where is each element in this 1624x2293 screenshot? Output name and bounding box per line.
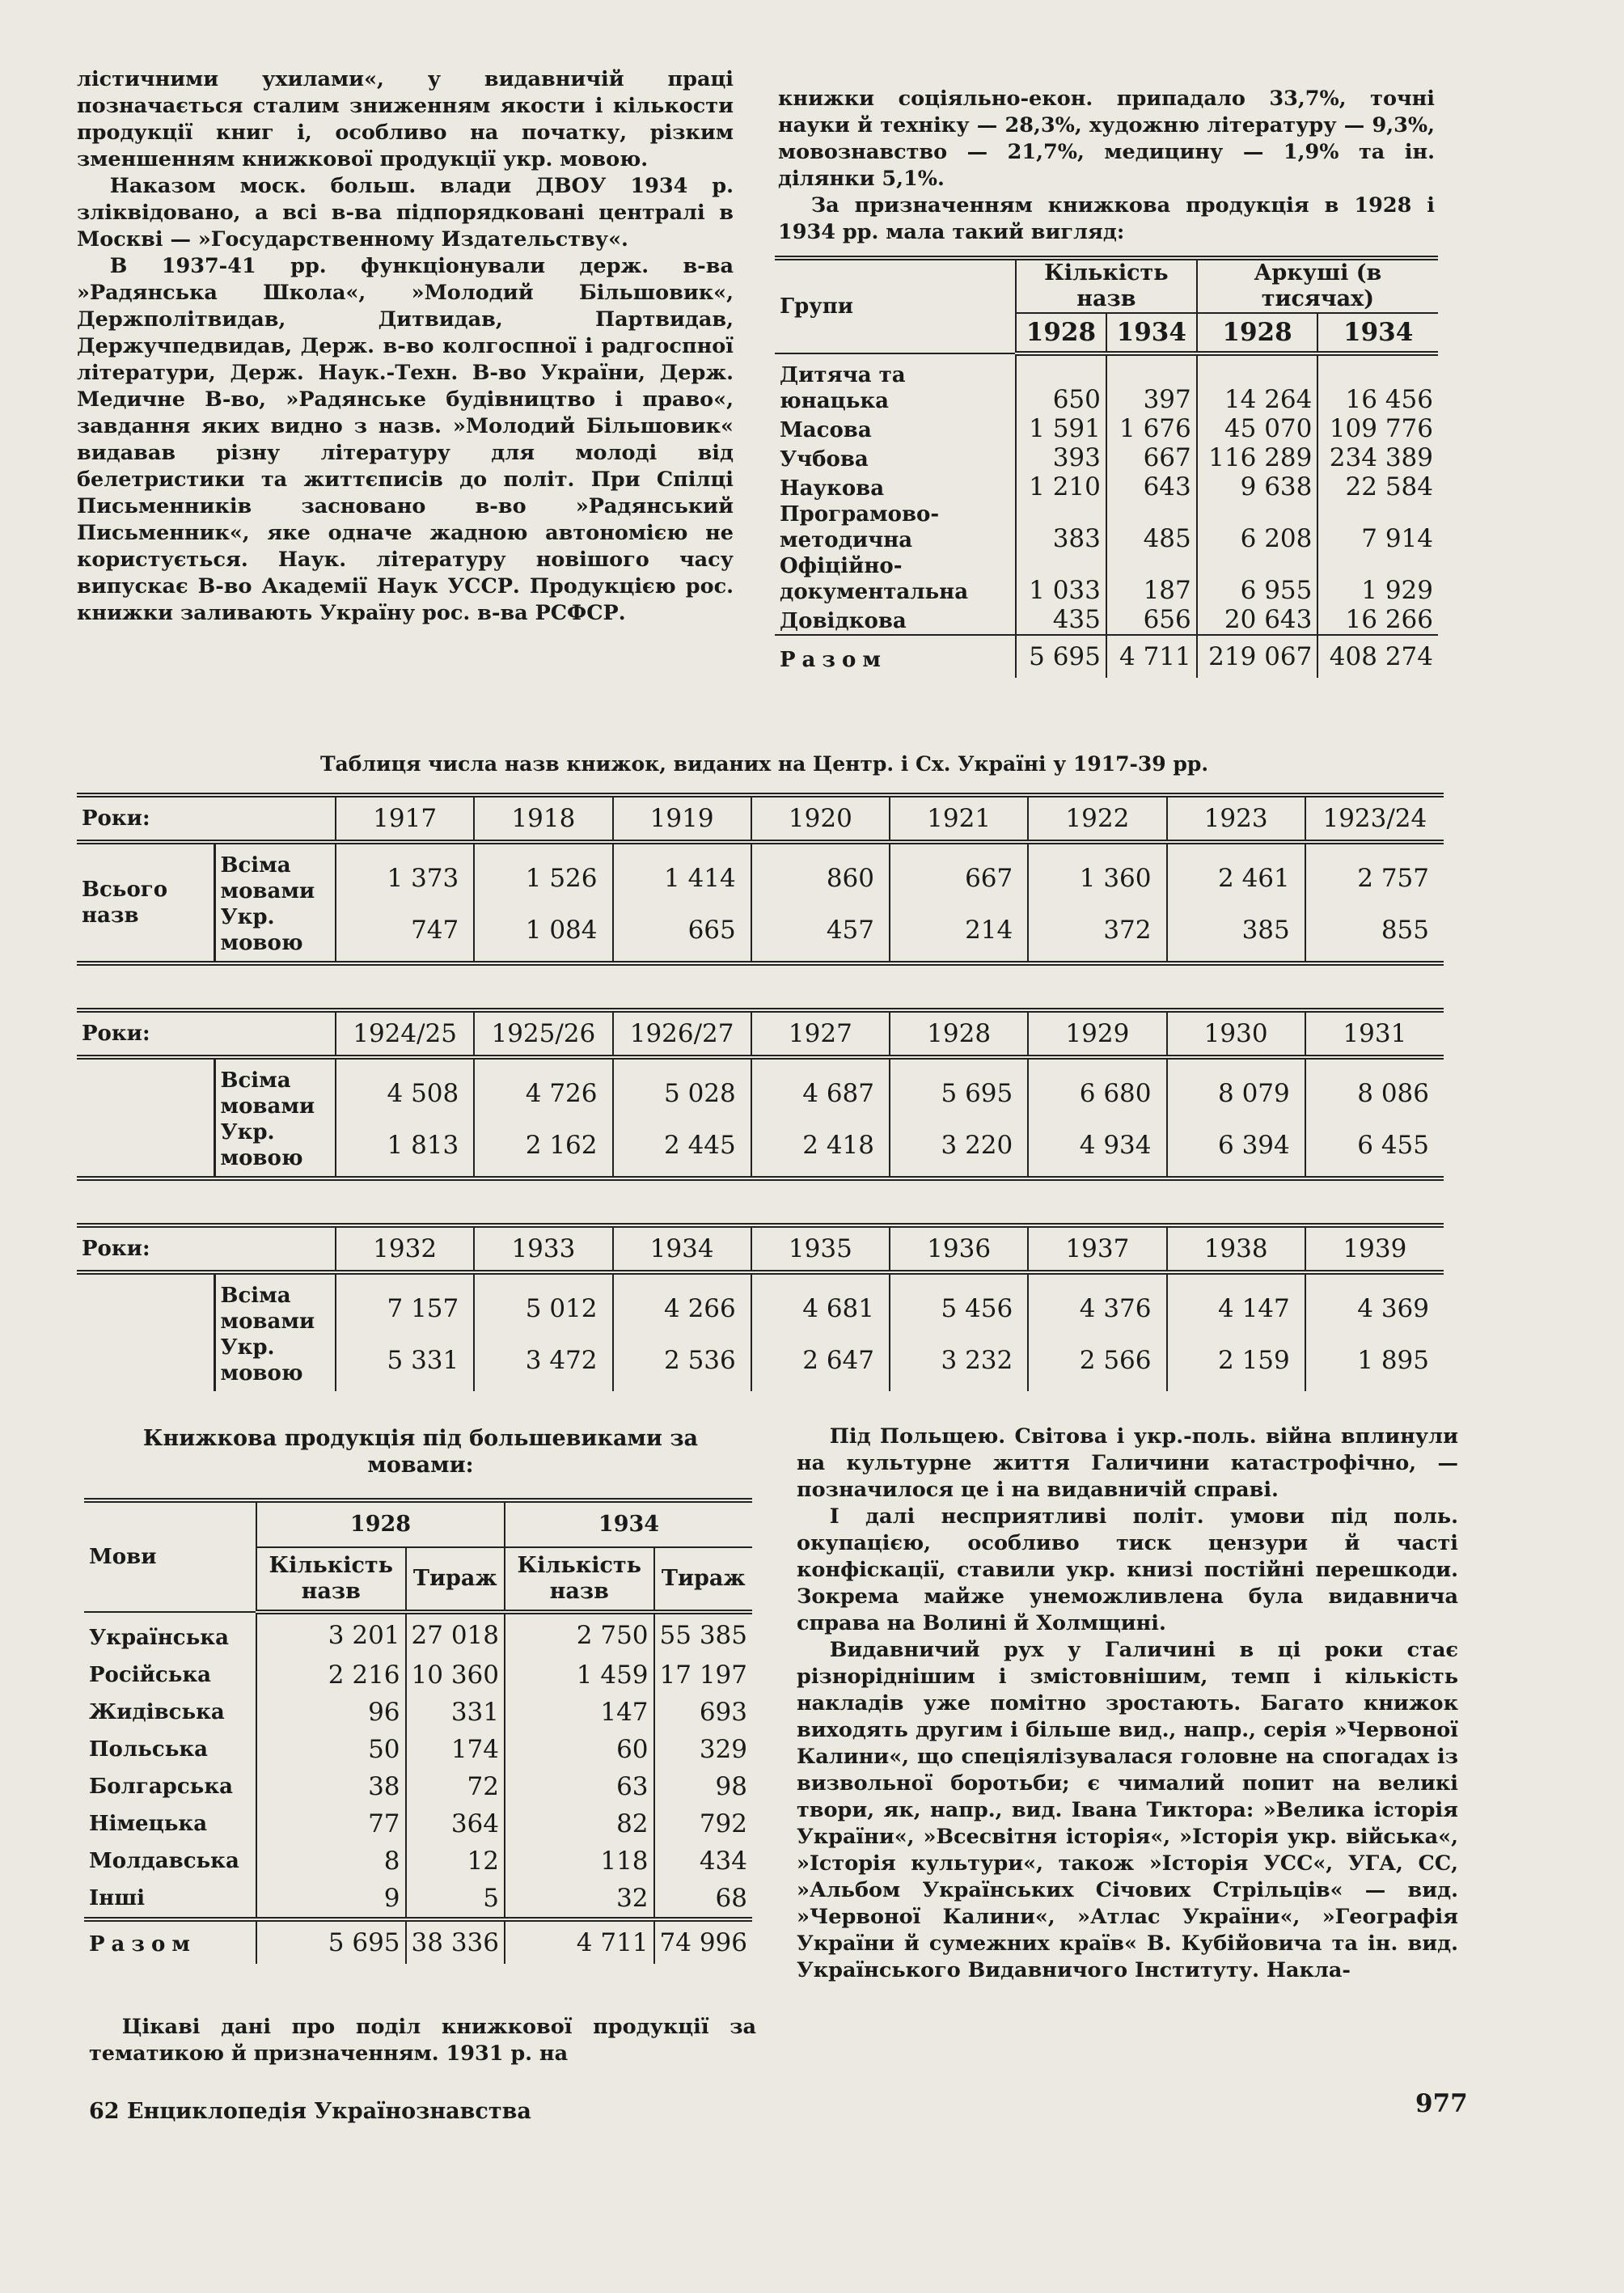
cell: 147 — [505, 1694, 654, 1731]
table-row — [775, 501, 1438, 553]
cell: 72 — [406, 1768, 505, 1805]
cell: 2 566 — [1028, 1335, 1166, 1391]
cell: 643 — [1106, 472, 1197, 501]
cell: 4 369 — [1305, 1272, 1444, 1335]
cell: 364 — [406, 1805, 505, 1842]
paragraph: І далі несприятливі політ. умови під поль. окупацією, особливо тиск цензури й часті конфіскації, ставили укр. книзі постійні перешкоди. Зокрема майже унеможливлена була видавнича справа на Волині й Холмщині. — [797, 1504, 1458, 1635]
row-label: Жидівська — [89, 1700, 225, 1724]
year-header: 1939 — [1305, 1225, 1444, 1272]
row-label: Масова — [780, 418, 872, 442]
ukrainian-label: Укр. мовою — [214, 1335, 336, 1391]
cell: 3 232 — [890, 1335, 1028, 1391]
cell: 22 584 — [1317, 472, 1438, 501]
col-circulation-header: Тираж — [406, 1547, 505, 1612]
cell: 1 895 — [1305, 1335, 1444, 1391]
cell: 9 — [256, 1880, 406, 1919]
col-count-header: Кількість назв — [505, 1547, 654, 1612]
table-row — [84, 1880, 752, 1919]
cell: 485 — [1106, 501, 1197, 553]
table-row — [84, 1768, 752, 1805]
cell: 16 266 — [1317, 605, 1438, 635]
cell: 667 — [890, 842, 1028, 904]
col-circulation-header: Тираж — [654, 1547, 752, 1612]
cell: 792 — [654, 1805, 752, 1842]
years-label: Роки: — [82, 806, 150, 831]
bottom-right-text — [797, 1424, 1458, 1984]
paragraph: Видавничий рух у Галичині в ці роки стає різноріднішим і змістовнішим, темп і кількість накладів уже помітно зростають. Багато книжок виходять другим і більше вид., напр., серія »Червоної Калини«, що спеціялізувалася головне на спогадах із визвольної боротьби; є чималий попит на великі твори, як, напр., вид. Івана Тиктора: »Велика історія України«, »Всесвітня історія«, »Історія укр. війська«, »Історія культури«, також »Історія УСС«, УГА, СС, »Альбом Українських Січових Стрільців« — вид. »Червоної Калини«, »Атлас України«, »Географія України й сумежних країв« В. Кубійовича та ін. вид. Українського Видавничого Інституту. Накла- — [797, 1638, 1458, 1982]
cell: 1 813 — [336, 1119, 474, 1178]
cell: 2 757 — [1305, 842, 1444, 904]
cell: 45 070 — [1197, 414, 1318, 443]
col-group-header: Групи — [775, 258, 1016, 353]
cell: 4 687 — [751, 1057, 890, 1119]
row-label: Програмово-методична — [780, 502, 940, 552]
row-label: Молдавська — [89, 1849, 239, 1873]
cell: 1 459 — [505, 1656, 654, 1694]
cell: 174 — [406, 1731, 505, 1768]
col-count-header: Кількість назв — [256, 1547, 406, 1612]
cell: 855 — [1305, 904, 1444, 963]
cell: 234 389 — [1317, 443, 1438, 472]
total-label: Разом — [89, 1932, 197, 1957]
paragraph: Наказом моск. больш. влади ДВОУ 1934 р. зліквідовано, а всі в-ва підпорядковані централі в Москві — »Государственному Издательству«. — [77, 174, 734, 252]
cell: 408 274 — [1317, 635, 1438, 678]
year-header: 1926/27 — [613, 1010, 751, 1057]
table-row — [775, 472, 1438, 501]
table-row — [84, 1656, 752, 1694]
paragraph: В 1937-41 рр. функціонували держ. в-ва »Радянська Школа«, »Молодий Більшовик«, Держполітвидав, Дитвидав, Партвидав, Держучпедвидав, Держ. в-во колгоспної і радгоспної літератури, Держ. Наук.-Техн. В-во України, Держ. Медичне В-во, »Радянське будівництво і право«, завдання яких видно з назв. »Молодий Більшовик« видавав різну літературу для молоді від белетристики та життєписів до політ. При Спілці Письменників засновано в-во »Радянський Письменник«, яке одначе жадною автономією не користується. Наук. літературу новішого часу випускає В-во Академії Наук УССР. Продукцією рос. книжки заливають Україну рос. в-ва РСФСР. — [77, 254, 734, 625]
cell: 2 647 — [751, 1335, 890, 1391]
cell: 457 — [751, 904, 890, 963]
cell: 693 — [654, 1694, 752, 1731]
table-row — [775, 553, 1438, 605]
cell: 68 — [654, 1880, 752, 1919]
cell: 329 — [654, 1731, 752, 1768]
cell: 5 695 — [256, 1919, 406, 1964]
empty-cell — [77, 1272, 214, 1391]
cell: 1 210 — [1016, 472, 1106, 501]
row-label: Українська — [89, 1626, 229, 1650]
cell: 4 711 — [505, 1919, 654, 1964]
cell: 1 591 — [1016, 414, 1106, 443]
table-row — [775, 605, 1438, 635]
year-header: 1938 — [1167, 1225, 1305, 1272]
cell: 665 — [613, 904, 751, 963]
col-sheets-header: Аркуші (в тисячах) — [1197, 258, 1438, 313]
cell: 55 385 — [654, 1612, 752, 1656]
year-header: 1919 — [613, 795, 751, 842]
groups-table — [775, 256, 1438, 678]
cell: 1 373 — [336, 842, 474, 904]
year-header: 1936 — [890, 1225, 1028, 1272]
year-header: 1922 — [1028, 795, 1166, 842]
cell: 435 — [1016, 605, 1106, 635]
col-lang-header: Мови — [84, 1500, 256, 1612]
ukrainian-label: Укр. мовою — [214, 904, 336, 963]
year-header: 1929 — [1028, 1010, 1166, 1057]
cell: 656 — [1106, 605, 1197, 635]
cell: 74 996 — [654, 1919, 752, 1964]
year-header: 1928 — [256, 1500, 505, 1547]
cell: 109 776 — [1317, 414, 1438, 443]
cell: 393 — [1016, 443, 1106, 472]
year-header: 1918 — [474, 795, 612, 842]
year-header: 1924/25 — [336, 1010, 474, 1057]
cell: 116 289 — [1197, 443, 1318, 472]
cell: 6 680 — [1028, 1057, 1166, 1119]
paragraph: За призначенням книжкова продукція в 1928 і 1934 рр. мала такий вигляд: — [778, 193, 1435, 244]
total-names-label: Всього назв — [82, 878, 168, 928]
paragraph: книжки соціяльно-екон. припадало 33,7%, точні науки й техніку — 28,3%, художню літературу — 9,3%, мовознавство — 21,7%, медицину — 1,9% та ін. ділянки 5,1%. — [778, 87, 1435, 191]
cell: 96 — [256, 1694, 406, 1731]
cell: 2 750 — [505, 1612, 654, 1656]
cell: 5 695 — [1016, 635, 1106, 678]
paragraph: лістичними ухилами«, у видавничій праці позначається сталим зниженням якости і кількости продукції книг і, особливо на початку, різким зменшенням книжкової продукції укр. мовою. — [77, 67, 734, 171]
total-label: Разом — [780, 648, 887, 672]
year-header: 1934 — [505, 1500, 752, 1547]
cell: 667 — [1106, 443, 1197, 472]
all-languages-label: Всіма мовами — [214, 1057, 336, 1119]
year-header: 1933 — [474, 1225, 612, 1272]
cell: 5 012 — [474, 1272, 612, 1335]
table-row — [84, 1694, 752, 1731]
cell: 118 — [505, 1842, 654, 1880]
cell: 8 — [256, 1842, 406, 1880]
cell: 82 — [505, 1805, 654, 1842]
titles-table-caption: Таблиця числа назв книжок, виданих на Центр. і Сх. Україні у 1917-39 рр. — [319, 752, 1209, 776]
cell: 3 220 — [890, 1119, 1028, 1178]
cell: 38 336 — [406, 1919, 505, 1964]
cell: 331 — [406, 1694, 505, 1731]
right-column-text — [778, 86, 1435, 246]
cell: 4 934 — [1028, 1119, 1166, 1178]
year-header: 1931 — [1305, 1010, 1444, 1057]
row-label: Інші — [89, 1886, 146, 1910]
table-row — [84, 1842, 752, 1880]
cell: 20 643 — [1197, 605, 1318, 635]
year-header: 1927 — [751, 1010, 890, 1057]
row-label: Офіційно-документальна — [780, 554, 969, 604]
cell: 4 508 — [336, 1057, 474, 1119]
cell: 4 266 — [613, 1272, 751, 1335]
cell: 5 695 — [890, 1057, 1028, 1119]
cell: 4 681 — [751, 1272, 890, 1335]
year-header: 1928 — [890, 1010, 1028, 1057]
cell: 27 018 — [406, 1612, 505, 1656]
year-header: 1928 — [1197, 313, 1318, 353]
row-label: Німецька — [89, 1812, 208, 1836]
cell: 1 929 — [1317, 553, 1438, 605]
row-label: Наукова — [780, 476, 885, 501]
page-number: 977 — [1415, 2089, 1468, 2118]
cell: 434 — [654, 1842, 752, 1880]
footer-left: 62 Енциклопедія Українознавства — [89, 2099, 531, 2124]
years-label: Роки: — [82, 1237, 150, 1261]
paragraph: Під Польщею. Світова і укр.-поль. війна вплинули на культурне життя Галичини катастрофічно, — позначилося це і на видавничій справі. — [797, 1424, 1458, 1502]
cell: 5 028 — [613, 1057, 751, 1119]
total-row — [84, 1919, 752, 1964]
cell: 9 638 — [1197, 472, 1318, 501]
cell: 2 536 — [613, 1335, 751, 1391]
cell: 3 472 — [474, 1335, 612, 1391]
cell: 63 — [505, 1768, 654, 1805]
year-header: 1928 — [1016, 313, 1106, 353]
cell: 14 264 — [1197, 353, 1318, 414]
cell: 60 — [505, 1731, 654, 1768]
cell: 8 086 — [1305, 1057, 1444, 1119]
year-header: 1920 — [751, 795, 890, 842]
titles-block — [77, 1008, 1444, 1181]
cell: 383 — [1016, 501, 1106, 553]
cell: 7 157 — [336, 1272, 474, 1335]
cell: 1 033 — [1016, 553, 1106, 605]
cell: 1 526 — [474, 842, 612, 904]
cell: 32 — [505, 1880, 654, 1919]
cell: 2 162 — [474, 1119, 612, 1178]
row-label: Довідкова — [780, 609, 907, 633]
row-label: Болгарська — [89, 1775, 233, 1799]
cell: 860 — [751, 842, 890, 904]
table-row — [84, 1731, 752, 1768]
cell: 187 — [1106, 553, 1197, 605]
cell: 2 461 — [1167, 842, 1305, 904]
year-header: 1934 — [1317, 313, 1438, 353]
cell: 10 360 — [406, 1656, 505, 1694]
table-row — [84, 1612, 752, 1656]
bottom-left-text — [89, 2014, 756, 2067]
cell: 4 711 — [1106, 635, 1197, 678]
table-row — [775, 353, 1438, 414]
year-header: 1923 — [1167, 795, 1305, 842]
row-label: Польська — [89, 1737, 208, 1762]
cell: 2 418 — [751, 1119, 890, 1178]
cell: 1 084 — [474, 904, 612, 963]
cell: 16 456 — [1317, 353, 1438, 414]
cell: 372 — [1028, 904, 1166, 963]
year-header: 1937 — [1028, 1225, 1166, 1272]
table-row — [775, 443, 1438, 472]
cell: 2 216 — [256, 1656, 406, 1694]
all-languages-label: Всіма мовами — [214, 1272, 336, 1335]
year-header: 1930 — [1167, 1010, 1305, 1057]
cell: 6 394 — [1167, 1119, 1305, 1178]
year-header: 1921 — [890, 795, 1028, 842]
col-count-header: Кількість назв — [1016, 258, 1197, 313]
year-header: 1935 — [751, 1225, 890, 1272]
year-header: 1932 — [336, 1225, 474, 1272]
cell: 747 — [336, 904, 474, 963]
cell: 2 159 — [1167, 1335, 1305, 1391]
cell: 1 414 — [613, 842, 751, 904]
cell: 6 455 — [1305, 1119, 1444, 1178]
cell: 17 197 — [654, 1656, 752, 1694]
cell: 5 331 — [336, 1335, 474, 1391]
lang-table-caption: Книжкова продукція під большевиками за мовами: — [142, 1426, 699, 1478]
cell: 3 201 — [256, 1612, 406, 1656]
cell: 4 147 — [1167, 1272, 1305, 1335]
cell: 1 360 — [1028, 842, 1166, 904]
cell: 214 — [890, 904, 1028, 963]
ukrainian-label: Укр. мовою — [214, 1119, 336, 1178]
cell: 50 — [256, 1731, 406, 1768]
cell: 8 079 — [1167, 1057, 1305, 1119]
cell: 4 726 — [474, 1057, 612, 1119]
titles-block — [77, 793, 1444, 966]
row-label: Дитяча та юнацька — [780, 363, 906, 413]
all-languages-label: Всіма мовами — [214, 842, 336, 904]
cell: 6 208 — [1197, 501, 1318, 553]
cell: 38 — [256, 1768, 406, 1805]
cell: 219 067 — [1197, 635, 1318, 678]
cell: 77 — [256, 1805, 406, 1842]
left-column-text — [77, 66, 734, 627]
cell: 5 — [406, 1880, 505, 1919]
row-label: Учбова — [780, 447, 869, 472]
cell: 12 — [406, 1842, 505, 1880]
paragraph: Цікаві дані про поділ книжкової продукції за тематикою й призначенням. 1931 р. на — [89, 2015, 756, 2066]
total-row — [775, 635, 1438, 678]
row-label: Російська — [89, 1663, 211, 1687]
year-header: 1934 — [1106, 313, 1197, 353]
cell: 4 376 — [1028, 1272, 1166, 1335]
cell: 7 914 — [1317, 501, 1438, 553]
cell: 2 445 — [613, 1119, 751, 1178]
lang-table — [84, 1498, 752, 1964]
titles-block — [77, 1223, 1444, 1391]
years-label: Роки: — [82, 1022, 150, 1046]
year-header: 1923/24 — [1305, 795, 1444, 842]
cell: 1 676 — [1106, 414, 1197, 443]
cell: 397 — [1106, 353, 1197, 414]
cell: 5 456 — [890, 1272, 1028, 1335]
year-header: 1925/26 — [474, 1010, 612, 1057]
year-header: 1917 — [336, 795, 474, 842]
cell: 6 955 — [1197, 553, 1318, 605]
empty-cell — [77, 1057, 214, 1178]
table-row — [84, 1805, 752, 1842]
cell: 650 — [1016, 353, 1106, 414]
cell: 385 — [1167, 904, 1305, 963]
cell: 98 — [654, 1768, 752, 1805]
table-row — [775, 414, 1438, 443]
year-header: 1934 — [613, 1225, 751, 1272]
